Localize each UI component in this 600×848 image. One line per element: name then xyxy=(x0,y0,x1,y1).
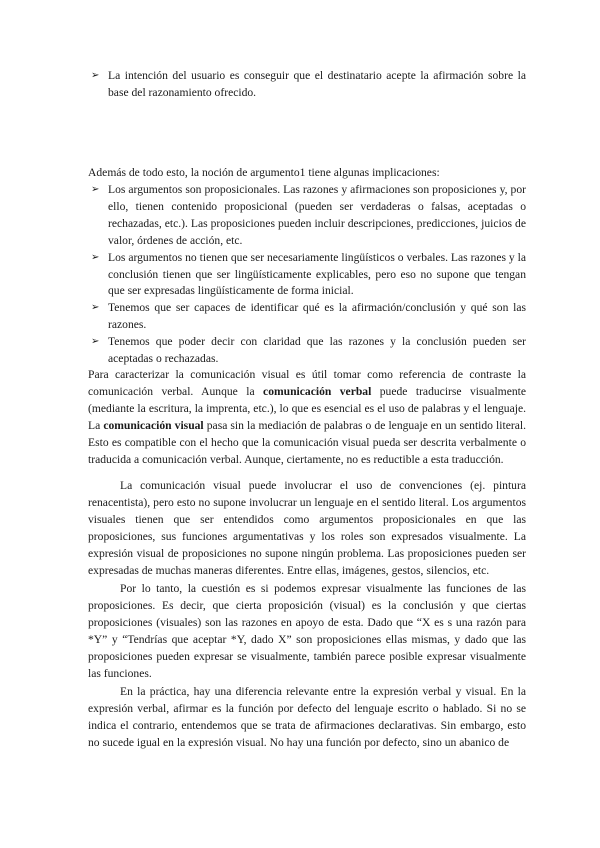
paragraph-practice: En la práctica, hay una diferencia relevante entre la expresión verbal y visual. En la expresión verbal, afirmar es la función por defecto del lenguaje escrito o hablado. Si no se indica el contrario, entendemos que se trata de afirmaciones declarativas. Sin embargo, esto no sucede igual en la expresión visual. No hay una función por defecto, sino un abanico de xyxy=(88,685,526,749)
list-item-text: Los argumentos son proposicionales. Las razones y afirmaciones son proposiciones y, por ello, tienen contenido proposicional (pueden ser verdaderas o falsas, aceptadas o rechazadas, etc.). Las proposiciones pueden incluir descripciones, predicciones, juicios de valor, órdenes de acción, etc. xyxy=(108,183,526,247)
paragraph-verbal-visual xyxy=(88,367,526,468)
list-item xyxy=(88,300,526,334)
arrowhead-bullet-icon: ➢ xyxy=(91,302,100,314)
list-item-text: Los argumentos no tienen que ser necesariamente lingüísticos o verbales. Las razones y la conclusión tienen que ser lingüísticamente explicables, pero eso no supone que tengan que ser expresadas lingüísticamente de forma inicial. xyxy=(108,250,526,298)
paragraph-text: pasa sin la mediación de palabras o de lenguaje en un sentido literal. Esto es compatible con el hecho que la comunicación visual pueda ser descrita verbalmente o traducida a comunicación verbal. Aunque, ciertamente, no es reductible a esta traducción. xyxy=(88,418,526,466)
bold-term-verbal-communication: comunicación verbal xyxy=(263,384,372,398)
implications-list xyxy=(88,182,526,368)
paragraph-functions: Por lo tanto, la cuestión es si podemos expresar visualmente las funciones de las proposiciones. Es decir, que cierta proposición (visual) es la conclusión y que ciertas proposiciones (visuales) son las razones en apoyo de esta. Dado que “X es s una razón para *Y” y “Tendrías que aceptar *Y, dado X” son proposiciones ellas mismas, y dado que las proposiciones pueden expresar se visualmente, también parece posible expresar visualmente las funciones. xyxy=(88,582,526,680)
list-item xyxy=(88,250,526,301)
arrowhead-bullet-icon: ➢ xyxy=(91,336,100,348)
intro-paragraph: Además de todo esto, la noción de argumento1 tiene algunas implicaciones: xyxy=(88,166,440,179)
list-item xyxy=(88,68,526,102)
arrowhead-bullet-icon: ➢ xyxy=(91,184,100,195)
bold-term-visual-communication: comunicación visual xyxy=(103,418,204,432)
arrowhead-bullet-icon: ➢ xyxy=(91,251,100,263)
list-item xyxy=(88,182,526,250)
paragraph-conventions: La comunicación visual puede involucrar el uso de convenciones (ej. pintura renacentista), pero esto no supone involucrar un lenguaje en el sentido literal. Los argumentos visuales tienen que ser entendidos como argumentos proposicionales en que las proposiciones, sus funciones argumentativas y los roles son expresados visualmente. La expresión visual de proposiciones no supone ningún problema. Las proposiciones pueden ser expresadas de muchas maneras diferentes. Entre ellas, imágenes, gestos, silencios, etc. xyxy=(88,479,526,577)
arrowhead-bullet-icon: ➢ xyxy=(91,70,100,81)
paragraph-text: Para caracterizar la comunicación visual es útil tomar como referencia de contraste la comunicación verbal. Aunque la xyxy=(88,368,526,398)
top-bullet-list xyxy=(88,68,526,102)
list-item xyxy=(88,334,526,368)
list-item-text: Tenemos que ser capaces de identificar qué es la afirmación/conclusión y qué son las razones. xyxy=(108,301,526,332)
list-item-text: La intención del usuario es conseguir que el destinatario acepte la afirmación sobre la base del razonamiento ofrecido. xyxy=(108,69,526,99)
list-item-text: Tenemos que poder decir con claridad que las razones y la conclusión pueden ser aceptadas o rechazadas. xyxy=(108,335,526,366)
paragraph-text: puede traducirse visualmente (mediante la escritura, la imprenta, etc.), lo que es esencial es el uso de palabras y el lenguaje. La xyxy=(88,384,527,432)
